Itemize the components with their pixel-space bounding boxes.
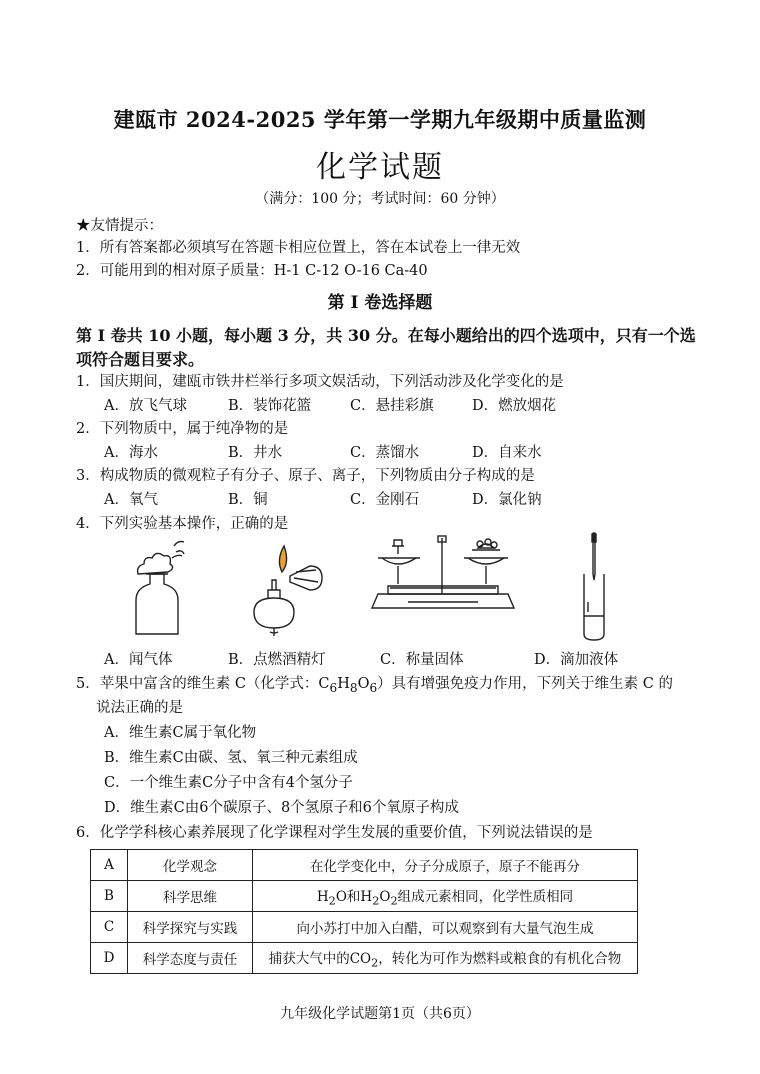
page-footer: 九年级化学试题第1页（共6页） (280, 1006, 480, 1022)
q1-option-a: A．放飞气球 (104, 398, 187, 414)
tips-heading: ★友情提示： (76, 218, 163, 234)
smelling-gas-figure (120, 532, 200, 640)
exam-title: 建瓯市 2024-2025 学年第一学期九年级期中质量监测 (113, 107, 647, 132)
q1-option-b: B．装饰花篮 (228, 398, 312, 414)
q4-option-b: B．点燃酒精灯 (228, 652, 326, 668)
dropper-figure (574, 532, 614, 642)
q3-option-d: D．氯化钠 (472, 492, 542, 508)
row-content: 在化学变化中，分子分成原子，原子不能再分 (253, 850, 638, 881)
row-letter: C (91, 912, 128, 943)
q1-option-d: D．燃放烟花 (472, 398, 557, 414)
q2-option-b: B．井水 (228, 445, 283, 461)
row-content: 捕获大气中的$CO_2$，转化为可作为燃料或粮食的有机化合物 (253, 943, 638, 974)
table-row (91, 912, 638, 943)
row-content: $H_2O$和$H_2O_2$组成元素相同，化学性质相同 (253, 881, 638, 912)
q4-stem: 4．下列实验基本操作，正确的是 (76, 516, 289, 532)
q4-option-a: A．闻气体 (104, 652, 173, 668)
row-letter: D (91, 943, 128, 974)
subject-title: 化学试题 (316, 150, 444, 185)
section-intro: 第 I 卷共 10 小题，每小题 3 分，共 30 分。在每小题给出的四个选项中，只有一个选项符合题目要求。 (76, 326, 696, 369)
q6-table (90, 849, 638, 974)
q1-options (104, 394, 556, 415)
q3-option-a: A．氧气 (104, 492, 158, 508)
q3-options (104, 488, 542, 509)
alcohol-lamp-figure (240, 532, 330, 640)
row-aspect: 科学探究与实践 (128, 912, 253, 943)
table-row (91, 881, 638, 912)
table-row (91, 943, 638, 974)
row-letter: A (91, 850, 128, 881)
row-content: 向小苏打中加入白醋，可以观察到有大量气泡生成 (253, 912, 638, 943)
row-letter: B (91, 881, 128, 912)
q6-stem: 6．化学学科核心素养展现了化学课程对学生发展的重要价值，下列说法错误的是 (76, 825, 593, 841)
q3-option-c: C．金刚石 (350, 492, 420, 508)
q5-option-b: B．维生素C由碳、氢、氧三种元素组成 (104, 750, 358, 766)
q3-option-b: B．铜 (228, 492, 268, 508)
section-title: 第 I 卷选择题 (327, 293, 433, 313)
q2-option-c: C．蒸馏水 (350, 445, 420, 461)
tip-2: 2．可能用到的相对原子质量：H-1 C-12 O-16 Ca-40 (76, 263, 428, 279)
q2-option-a: A．海水 (104, 445, 158, 461)
q1-stem: 1．国庆期间，建瓯市铁井栏举行多项文娱活动，下列活动涉及化学变化的是 (76, 374, 564, 390)
row-aspect: 科学态度与责任 (128, 943, 253, 974)
tip-1: 1．所有答案都必须填写在答题卡相应位置上，答在本试卷上一律无效 (76, 240, 521, 256)
q2-option-d: D．自来水 (472, 445, 542, 461)
q3-stem: 3．构成物质的微观粒子有分子、原子、离子，下列物质由分子构成的是 (76, 468, 535, 484)
q5-option-c: C．一个维生素C分子中含有4个氢分子 (104, 775, 353, 791)
q5-stem-cont: 说法正确的是 (96, 700, 183, 716)
q4-option-d: D．滴加液体 (534, 652, 619, 668)
row-aspect: 化学观念 (128, 850, 253, 881)
q1-option-c: C．悬挂彩旗 (350, 398, 434, 414)
q4-option-c: C．称量固体 (380, 652, 464, 668)
q2-stem: 2．下列物质中，属于纯净物的是 (76, 421, 289, 437)
q5-stem: 5．苹果中富含的维生素 C（化学式：$C_6H_8O_6$）具有增强免疫力作用，下列关于维生素 C 的 (76, 676, 673, 695)
balance-figure (368, 532, 518, 628)
q5-option-d: D．维生素C由6个碳原子、8个氢原子和6个氧原子构成 (104, 800, 459, 816)
q5-option-a: A．维生素C属于氧化物 (104, 725, 257, 741)
exam-info: （满分：100 分；考试时间：60 分钟） (255, 191, 505, 207)
row-aspect: 科学思维 (128, 881, 253, 912)
table-row (91, 850, 638, 881)
q2-options (104, 441, 542, 462)
